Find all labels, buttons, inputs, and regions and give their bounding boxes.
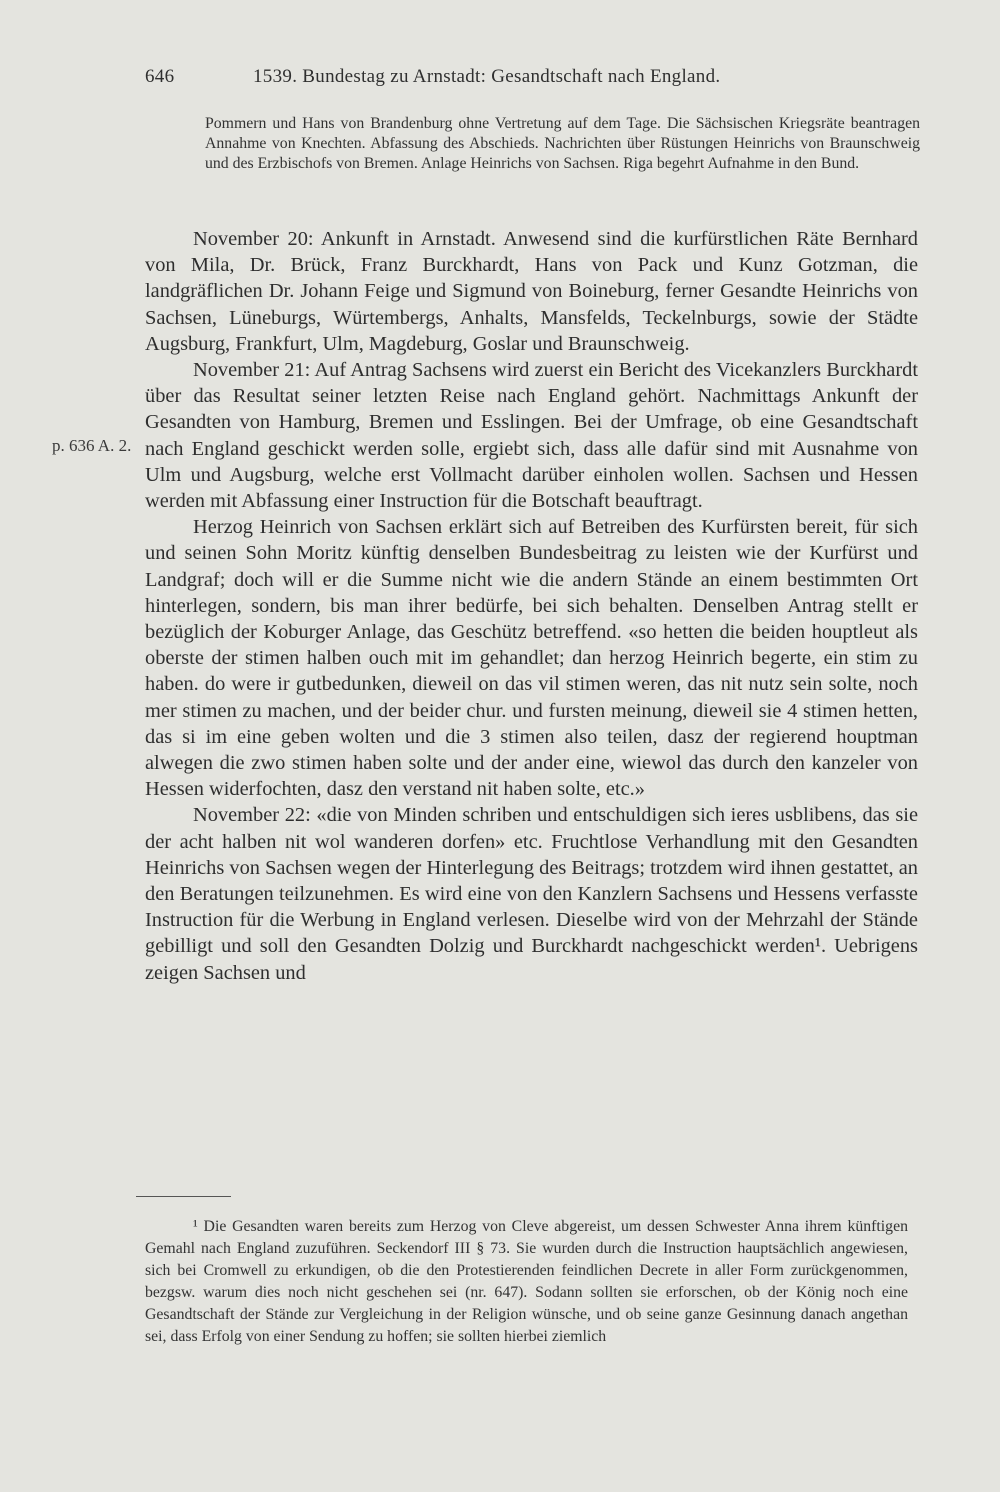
paragraph-november-22: November 22: «die von Minden schriben und entschuldigen sich ieres usblibens, das sie der acht halben nit wol wanderen dorfen» etc. Fruchtlose Verhandlung mit den Gesandten Heinrichs von Sachsen wegen der Hinterlegung des Beitrags; trotzdem wird ihnen gestattet, an den Beratungen teilzunehmen. Es wird eine von den Kanzlern Sachsens und Hessens verfasste Instruction für die Werbung in England verlesen. Dieselbe wird von der Mehrzahl der Stände gebilligt und soll den Gesandten Dolzig und Burckhardt nachgeschickt werden¹. Uebrigens zeigen Sachsen und	[145, 804, 918, 984]
paragraph-november-20: November 20: Ankunft in Arnstadt. Anwesend sind die kurfürstlichen Räte Bernhard von Mila, Dr. Brück, Franz Burckhardt, Hans von Pack und Kunz Gotzman, die landgräflichen Dr. Johann Feige und Sigmund von Boineburg, ferner Gesandte Heinrichs von Sachsen, Lüneburgs, Würtembergs, Anhalts, Mansfelds, Teckelnburgs, sowie der Städte Augsburg, Frankfurt, Ulm, Magdeburg, Goslar und Braunschweig.	[145, 228, 918, 355]
body-text	[145, 226, 918, 986]
paragraph-november-21: November 21: Auf Antrag Sachsens wird zuerst ein Bericht des Vicekanzlers Burckhardt über das Resultat seiner letzten Reise nach England gehört. Nachmittags Ankunft der Gesandten von Hamburg, Bremen und Esslingen. Bei der Umfrage, ob eine Gesandtschaft nach England geschickt werden solle, ergiebt sich, dass alle dafür sind mit Ausnahme von Ulm und Augsburg, welche erst Vollmacht darüber einholen wollen. Sachsen und Hessen werden mit Abfassung einer Instruction für die Botschaft beauftragt.	[145, 359, 918, 513]
margin-note: p. 636 A. 2.	[52, 436, 132, 455]
footnote-divider	[136, 1196, 231, 1197]
running-head-title: 1539. Bundestag zu Arnstadt: Gesandtschaft nach England.	[253, 66, 721, 87]
footnote: ¹ Die Gesandten waren bereits zum Herzog von Cleve abgereist, um dessen Schwester Anna ihrem künftigen Gemahl nach England zuzuführen. Seckendorf III § 73. Sie wurden durch die Instruction hauptsächlich angewiesen, sich bei Cromwell zu erkundigen, ob die den Protestierenden feindlichen Decrete in aller Form zurückgenommen, bezgsw. warum dies noch nicht geschehen sei (nr. 647). Sodann sollten sie erforschen, ob der König noch eine Gesandtschaft der Stände zur Vergleichung in der Religion wünsche, und ob seine ganze Gesinnung danach angethan sei, dass Erfolg von einer Sendung zu hoffen; sie sollten hierbei ziemlich	[145, 1218, 908, 1345]
section-summary: Pommern und Hans von Brandenburg ohne Vertretung auf dem Tage. Die Sächsischen Kriegsräte beantragen Annahme von Knechten. Abfassung des Abschieds. Nachrichten über Rüstungen Heinrichs von Braunschweig und des Erzbischofs von Bremen. Anlage Heinrichs von Sachsen. Riga begehrt Aufnahme in den Bund.	[205, 115, 920, 173]
page-number: 646	[145, 66, 175, 87]
paragraph-herzog-heinrich: Herzog Heinrich von Sachsen erklärt sich auf Betreiben des Kurfürsten bereit, für sich und seinen Sohn Moritz künftig denselben Bundesbeitrag zu leisten wie der Kurfürst und Landgraf; doch will er die Summe nicht wie die andern Stände an einem bestimmten Ort hinterlegen, sondern, bis man ihrer bedürfe, bei sich behalten. Denselben Antrag stellt er bezüglich der Koburger Anlage, das Geschütz betreffend. «so hetten die beiden houptleut als oberste der stimen halben ouch mit im gehandlet; dan herzog Heinrich begerte, ein stim zu haben. do were ir gutbedunken, dieweil on das vil stimen weren, das nit nutz sein solte, noch mer stimen zu machen, und der beider chur. und fursten meinung, dieweil sie 4 stimen hetten, das si im eine geben wolten und die 3 stimen also teilen, dasz der regierend houptman alwegen die zwo stimen haben solte und der ander eine, wiewol das durch den kanzeler von Hessen widerfochten, dasz den verstand nit haben solte, etc.»	[145, 516, 918, 801]
running-head	[145, 66, 925, 96]
